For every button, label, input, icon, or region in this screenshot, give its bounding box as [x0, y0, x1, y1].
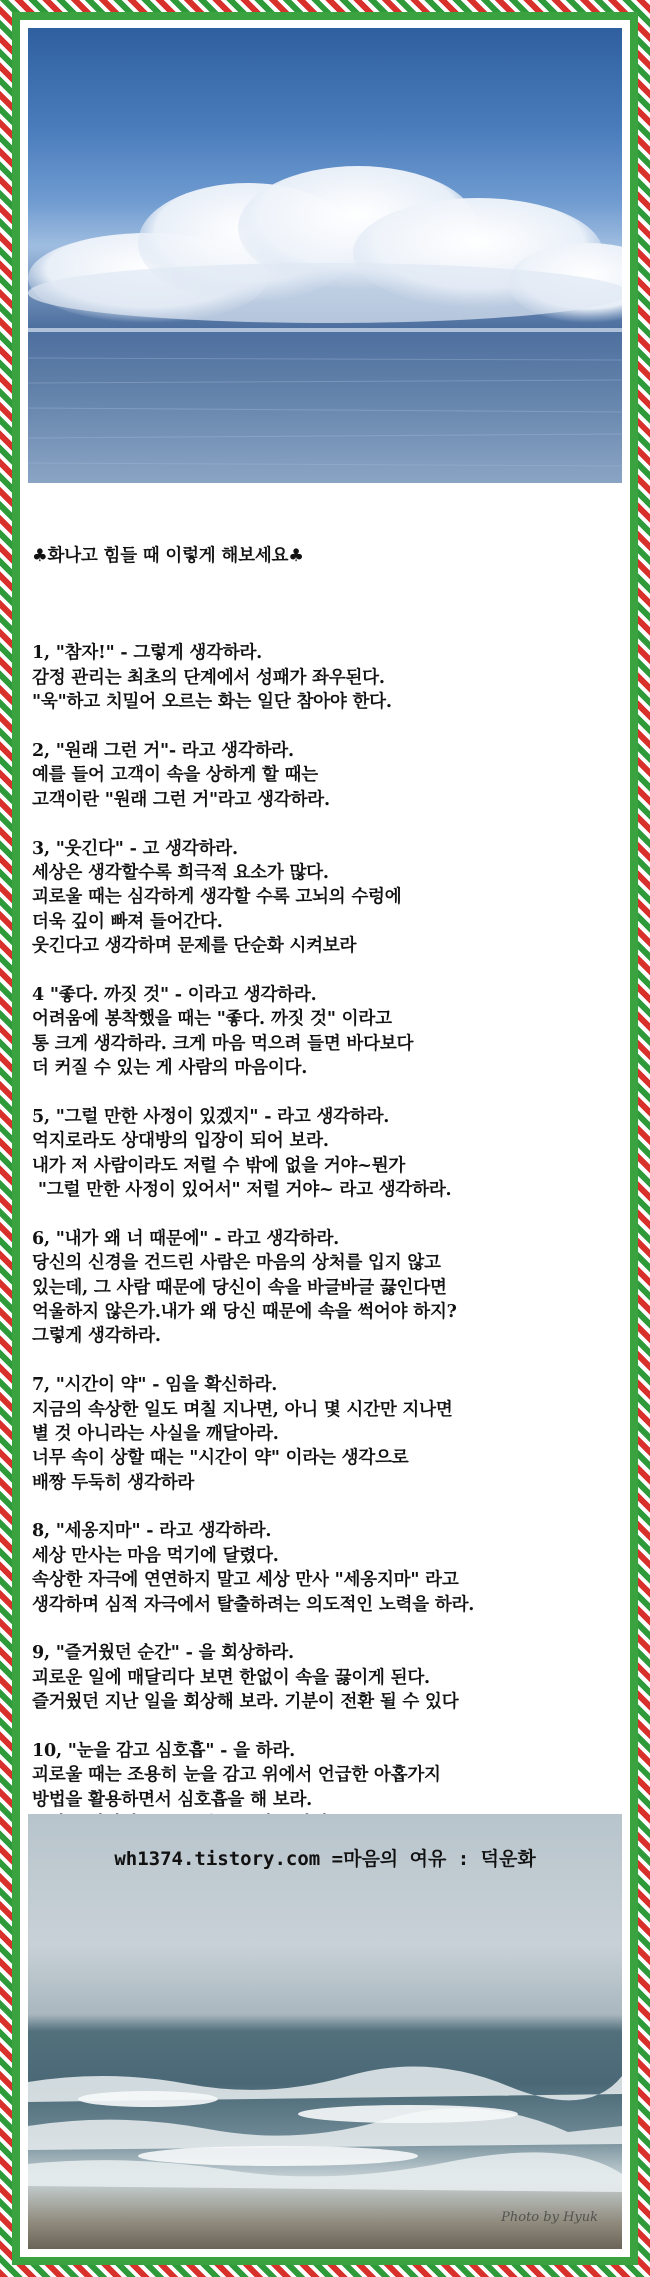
text-line: 더욱 깊이 빠져 들어간다.	[32, 911, 223, 932]
text-line: 웃긴다고 생각하며 문제를 단순화 시켜보라	[32, 936, 357, 957]
text-line: 2, "원래 그런 거"- 라고 생각하라.	[32, 740, 294, 761]
article-text	[32, 495, 618, 1934]
text-line: 지금의 속상한 일도 며칠 지나면, 아니 몇 시간만 지나면	[32, 1399, 453, 1420]
text-line: 별 것 아니라는 사실을 깨달아라.	[32, 1423, 279, 1444]
text-line: 통 크게 생각하라. 크게 마음 먹으려 들면 바다보다	[32, 1033, 414, 1054]
blank-line	[32, 812, 618, 836]
text-line: 생각하며 심적 자극에서 탈출하려는 의도적인 노력을 하라.	[32, 1594, 475, 1615]
text-line: 배짱 두둑히 생각하라	[32, 1472, 195, 1493]
article-lines	[32, 617, 618, 1910]
text-line: 세상 만사는 마음 먹기에 달렸다.	[32, 1545, 279, 1566]
text-line: 괴로운 일에 매달리다 보면 한없이 속을 끓이게 된다.	[32, 1667, 430, 1688]
text-line: 9, "즐거웠던 순간" - 을 회상하라.	[32, 1643, 294, 1664]
text-line: 너무 속이 상할 때는 "시간이 약" 이라는 생각으로	[32, 1448, 409, 1469]
text-line: 7, "시간이 약" - 임을 확신하라.	[32, 1375, 278, 1396]
text-line: 억울하지 않은가.내가 왜 당신 때문에 속을 썩어야 하지?	[32, 1301, 457, 1322]
text-line: 내가 저 사람이라도 저럴 수 밖에 없을 거야~뭔가	[32, 1155, 406, 1176]
text-line: 4 "좋다. 까짓 것" - 이라고 생각하라.	[32, 984, 317, 1005]
text-line: 괴로울 때는 조용히 눈을 감고 위에서 언급한 아홉가지	[32, 1765, 441, 1786]
blank-line	[32, 1715, 618, 1739]
text-line: 더 커질 수 있는 게 사람의 마음이다.	[32, 1058, 308, 1079]
blank-line	[32, 715, 618, 739]
text-line: 예를 들어 고객이 속을 상하게 할 때는	[32, 765, 318, 786]
text-line: 8, "세옹지마" - 라고 생각하라.	[32, 1521, 272, 1542]
text-line: 괴로울 때는 심각하게 생각할 수록 고뇌의 수렁에	[32, 887, 402, 908]
text-line: 5, "그럴 만한 사정이 있겠지" - 라고 생각하라.	[32, 1106, 390, 1127]
blank-line	[32, 617, 618, 641]
text-line: 즐거웠던 지난 일을 회상해 보라. 기분이 전환 될 수 있다	[32, 1692, 459, 1713]
blank-line	[32, 1080, 618, 1104]
blank-line	[32, 1495, 618, 1519]
text-line: 10, "눈을 감고 심호흡" - 을 하라.	[32, 1740, 296, 1761]
text-line: 감정 관리는 최초의 단계에서 성패가 좌우된다.	[32, 667, 385, 688]
text-line: 있는데, 그 사람 때문에 당신이 속을 바글바글 끓인다면	[32, 1277, 447, 1298]
text-line: 억지로라도 상대방의 입장이 되어 보라.	[32, 1131, 329, 1152]
text-line: 그렇게 생각하라.	[32, 1326, 161, 1347]
article-title: ♣화나고 힘들 때 이렇게 해보세요♣	[32, 545, 304, 566]
blank-line	[32, 1617, 618, 1641]
text-line: 6, "내가 왜 너 때문에" - 라고 생각하라.	[32, 1228, 340, 1249]
text-line: 당신의 신경을 건드린 사람은 마음의 상처를 입지 않고	[32, 1253, 441, 1274]
text-line: 속상한 자극에 연연하지 말고 세상 만사 "세옹지마" 라고	[32, 1570, 459, 1591]
text-line: 세상은 생각할수록 희극적 요소가 많다.	[32, 862, 329, 883]
text-line: 고객이란 "원래 그런 거"라고 생각하라.	[32, 789, 330, 810]
sky-clouds-photo	[28, 28, 622, 483]
photo-credit-watermark: Photo by Hyuk	[501, 2210, 598, 2225]
text-line: "욱"하고 치밀어 오르는 화는 일단 참아야 한다.	[32, 692, 392, 713]
blog-caption: wh1374.tistory.com =마음의 여유 : 덕운화	[114, 1848, 536, 1870]
blank-line	[32, 958, 618, 982]
blank-line	[32, 1349, 618, 1373]
text-line: 1, "참자!" - 그렇게 생각하라.	[32, 643, 263, 664]
blank-line	[32, 1202, 618, 1226]
text-line: "그럴 만한 사정이 있어서" 저럴 거야~ 라고 생각하라.	[32, 1180, 452, 1200]
text-line: 방법을 활용하면서 심호흡을 해 보라.	[32, 1789, 313, 1810]
text-line: 3, "웃긴다" - 고 생각하라.	[32, 838, 238, 859]
sea-photo	[28, 1814, 622, 2249]
text-line: 어려움에 봉착했을 때는 "좋다. 까짓 것" 이라고	[32, 1009, 392, 1030]
